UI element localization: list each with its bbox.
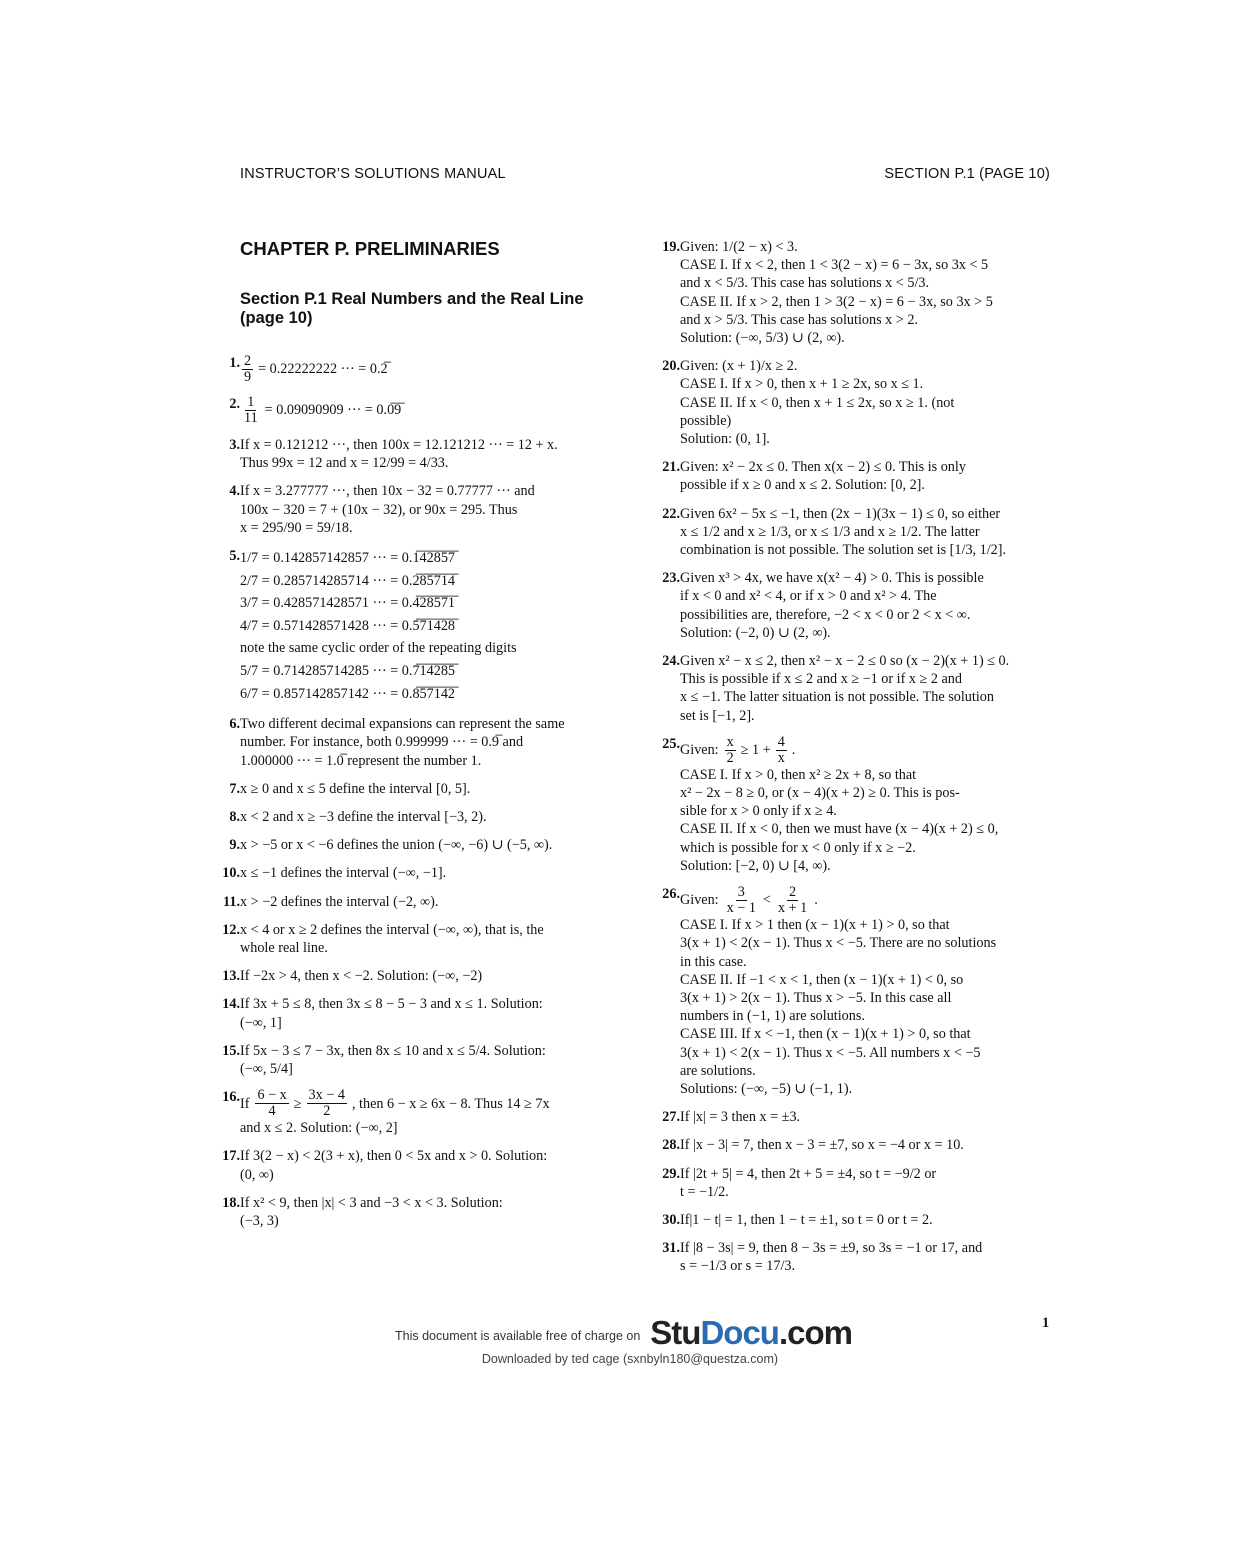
text-line: Given: x² − 2x ≤ 0. Then x(x − 2) ≤ 0. This is only bbox=[680, 459, 966, 476]
text-line: If 3(2 − x) < 2(3 + x), then 0 < 5x and x > 0. Solution: bbox=[240, 1148, 548, 1165]
exercise-text bbox=[680, 1239, 1053, 1275]
exercise-item bbox=[205, 547, 613, 705]
exercise-text bbox=[240, 395, 613, 426]
text-line: x ≤ 1/2 and x ≥ 1/3, or x ≤ 1/3 and x ≥ 1/2. The latter bbox=[680, 523, 980, 540]
exercise-text bbox=[240, 436, 613, 472]
running-header-left: INSTRUCTOR’S SOLUTIONS MANUAL bbox=[240, 166, 506, 182]
text-line: 1.000000 ··· = 1.0̅ represent the number 1. bbox=[240, 752, 482, 769]
text-line: which is possible for x < 0 only if x ≥ −2. bbox=[680, 839, 916, 856]
text-line: possibilities are, therefore, −2 < x < 0 or 2 < x < ∞. bbox=[680, 606, 971, 623]
text-line: (−∞, 5/4] bbox=[240, 1061, 293, 1078]
text-line: If $\frac{6 - x}{4}$ ≥ $\frac{3x - 4}{2}$ , then 6 − x ≥ 6x − 8. Thus 14 ≥ 7x bbox=[240, 1087, 550, 1120]
exercise-text bbox=[240, 921, 613, 957]
text-line: 2/7 = 0.285714285714 ··· = 0.2̅8̅5̅7̅1̅4̅ bbox=[240, 572, 456, 589]
text-line: 1/7 = 0.142857142857 ··· = 0.1̅4̅2̅8̅5̅7̅ bbox=[240, 550, 456, 567]
text-line: If 3x + 5 ≤ 8, then 3x ≤ 8 − 5 − 3 and x ≤ 1. Solution: bbox=[240, 996, 543, 1013]
exercise-text bbox=[680, 357, 1053, 448]
text-line: 6/7 = 0.857142857142 ··· = 0.8̅5̅7̅1̅4̅2̅ bbox=[240, 685, 456, 702]
text-line: Given: 1/(2 − x) < 3. bbox=[680, 239, 798, 255]
text-line: sible for x > 0 only if x ≥ 4. bbox=[680, 803, 837, 820]
exercise-text bbox=[240, 808, 613, 826]
chapter-title: CHAPTER P. PRELIMINARIES bbox=[240, 238, 500, 259]
exercise-number: 9. bbox=[229, 837, 240, 854]
numerator: 6 − x bbox=[257, 1087, 287, 1104]
text-line: number. For instance, both 0.999999 ··· = 0.9̅ and bbox=[240, 734, 524, 751]
text-line: x ≥ 0 and x ≤ 5 define the interval [0, 5]. bbox=[240, 780, 471, 797]
exercise-item bbox=[205, 893, 613, 911]
exercise-item bbox=[645, 458, 1053, 494]
text-line: Thus 99x = 12 and x = 12/99 = 4/33. bbox=[240, 455, 449, 472]
text-line: If x² < 9, then |x| < 3 and −3 < x < 3. Solution: bbox=[240, 1194, 503, 1211]
exercise-number: 23. bbox=[662, 570, 680, 587]
text-line: If x = 3.277777 ···, then 10x − 32 = 0.77777 ··· and bbox=[240, 483, 535, 500]
text-line: Solution: (0, 1]. bbox=[680, 431, 770, 448]
exercise-text bbox=[240, 547, 613, 705]
text-line: x < 4 or x ≥ 2 defines the interval (−∞, ∞), that is, the bbox=[240, 921, 544, 938]
fraction bbox=[725, 735, 736, 766]
fraction bbox=[255, 1088, 288, 1119]
left-exercise-list bbox=[205, 354, 613, 1230]
denominator: 2 bbox=[726, 749, 734, 766]
exercise-item bbox=[205, 715, 613, 770]
exercise-number: 18. bbox=[222, 1194, 240, 1211]
text-line: This is possible if x ≤ 2 and x ≥ −1 or if x ≥ 2 and bbox=[680, 671, 962, 688]
text-line: If|1 − t| = 1, then 1 − t = ±1, so t = 0 or t = 2. bbox=[680, 1211, 933, 1228]
left-column bbox=[205, 238, 613, 1240]
text-line: and x > 5/3. This case has solutions x > 2. bbox=[680, 311, 918, 328]
text-line: If |2t + 5| = 4, then 2t + 5 = ±4, so t = −9/2 or bbox=[680, 1165, 937, 1182]
text-line: CASE I. If x > 0, then x + 1 ≥ 2x, so x ≤ 1. bbox=[680, 376, 924, 393]
text-line: CASE II. If x < 0, then we must have (x − 4)(x + 2) ≤ 0, bbox=[680, 821, 999, 838]
exercise-item bbox=[645, 1239, 1053, 1275]
text-line: x ≤ −1. The latter situation is not possible. The solution bbox=[680, 689, 994, 706]
text-line: and x < 5/3. This case has solutions x < 5/3. bbox=[680, 275, 930, 292]
text-line: If x = 0.121212 ···, then 100x = 12.121212 ··· = 12 + x. bbox=[240, 437, 558, 453]
exercise-text bbox=[240, 1042, 613, 1078]
text-line: and x ≤ 2. Solution: (−∞, 2] bbox=[240, 1120, 398, 1137]
text-line: Solutions: (−∞, −5) ∪ (−1, 1). bbox=[680, 1080, 853, 1097]
exercise-number: 1. bbox=[229, 355, 240, 371]
text-line: CASE I. If x > 0, then x² ≥ 2x + 8, so that bbox=[680, 766, 917, 783]
text-line: CASE II. If x < 0, then x + 1 ≤ 2x, so x ≥ 1. (not bbox=[680, 394, 955, 411]
availability-note: This document is available free of charge on bbox=[395, 1329, 641, 1343]
text-line: If |x| = 3 then x = ±3. bbox=[680, 1109, 801, 1126]
fraction bbox=[776, 735, 787, 766]
exercise-item bbox=[645, 652, 1053, 725]
numerator: 4 bbox=[777, 733, 785, 750]
exercise-number: 27. bbox=[662, 1109, 680, 1126]
text-line: Given: $\frac{3}{x - 1}$ < $\frac{2}{x + 1}$ . bbox=[680, 884, 818, 917]
exercise-text bbox=[680, 569, 1053, 642]
text-line: CASE II. If −1 < x < 1, then (x − 1)(x + 1) < 0, so bbox=[680, 971, 964, 988]
exercise-number: 2. bbox=[229, 396, 240, 412]
exercise-number: 17. bbox=[222, 1148, 240, 1165]
exercise-number: 7. bbox=[229, 780, 240, 797]
text-line: in this case. bbox=[680, 953, 747, 970]
text-line: CASE II. If x > 2, then 1 > 3(2 − x) = 6 − 3x, so 3x > 5 bbox=[680, 293, 993, 310]
exercise-text bbox=[240, 780, 613, 798]
exercise-number: 25. bbox=[662, 735, 680, 752]
download-note: Downloaded by ted cage (sxnbyln180@questza.com) bbox=[481, 1352, 779, 1366]
exercise-number: 6. bbox=[229, 716, 240, 733]
exercise-item bbox=[645, 735, 1053, 875]
text-line: If |8 − 3s| = 9, then 8 − 3s = ±9, so 3s = −1 or 17, and bbox=[680, 1240, 983, 1257]
exercise-number: 26. bbox=[662, 886, 680, 903]
exercise-number: 31. bbox=[662, 1240, 680, 1257]
text-line: possible if x ≥ 0 and x ≤ 2. Solution: [0, 2]. bbox=[680, 477, 925, 494]
numerator: 1 bbox=[247, 394, 255, 410]
exercise-item bbox=[205, 1147, 613, 1183]
text-line: $\frac{1}{11}$ = 0.09090909 ··· = 0.0̅9̅ bbox=[244, 394, 402, 426]
text-line: CASE I. If x > 1 then (x − 1)(x + 1) > 0, so that bbox=[680, 917, 950, 934]
exercise-item bbox=[205, 1088, 613, 1137]
exercise-number: 16. bbox=[222, 1089, 240, 1106]
exercise-number: 30. bbox=[662, 1211, 680, 1228]
exercise-item bbox=[205, 1194, 613, 1230]
exercise-item bbox=[645, 569, 1053, 642]
text-line: (−3, 3) bbox=[240, 1213, 279, 1230]
text-line: Two different decimal expansions can represent the same bbox=[240, 716, 565, 733]
text-line: x = 295/90 = 59/18. bbox=[240, 519, 353, 536]
exercise-number: 15. bbox=[222, 1042, 240, 1059]
exercise-number: 21. bbox=[662, 459, 680, 476]
exercise-number: 19. bbox=[662, 239, 680, 255]
text-line: If −2x > 4, then x < −2. Solution: (−∞, −2) bbox=[240, 968, 483, 985]
exercise-item bbox=[205, 436, 613, 472]
exercise-item bbox=[205, 1042, 613, 1078]
exercise-text bbox=[680, 1211, 1053, 1229]
text-line: x > −5 or x < −6 defines the union (−∞, −6) ∪ (−5, ∞). bbox=[240, 837, 553, 854]
text-line: (−∞, 1] bbox=[240, 1014, 282, 1031]
text-line: Solution: (−∞, 5/3) ∪ (2, ∞). bbox=[680, 330, 845, 347]
numerator: 3 bbox=[737, 884, 745, 901]
text-line: 3(x + 1) < 2(x − 1). Thus x < −5. There are no solutions bbox=[680, 935, 997, 952]
text-line: If 5x − 3 ≤ 7 − 3x, then 8x ≤ 10 and x ≤ 5/4. Solution: bbox=[240, 1042, 546, 1059]
exercise-item bbox=[205, 808, 613, 826]
numerator: 2 bbox=[244, 353, 252, 369]
text-line: Given 6x² − 5x ≤ −1, then (2x − 1)(3x − 1) ≤ 0, so either bbox=[680, 505, 1001, 522]
text-line: Solution: [−2, 0) ∪ [4, ∞). bbox=[680, 857, 831, 874]
exercise-number: 5. bbox=[229, 548, 240, 565]
denominator: x − 1 bbox=[726, 900, 756, 917]
exercise-item bbox=[205, 995, 613, 1031]
denominator: 9 bbox=[244, 369, 252, 385]
exercise-text bbox=[240, 864, 613, 882]
denominator: 11 bbox=[244, 410, 258, 426]
exercise-number: 8. bbox=[229, 808, 240, 825]
exercise-item bbox=[205, 780, 613, 798]
exercise-item bbox=[205, 354, 613, 385]
fraction bbox=[242, 395, 260, 426]
exercise-item bbox=[205, 921, 613, 957]
fraction bbox=[725, 885, 758, 916]
exercise-text bbox=[680, 735, 1053, 875]
running-header-right: SECTION P.1 (PAGE 10) bbox=[884, 166, 1050, 182]
exercise-number: 10. bbox=[222, 865, 240, 882]
text-line: x < 2 and x ≥ −3 define the interval [−3, 2). bbox=[240, 808, 487, 825]
exercise-text bbox=[240, 1088, 613, 1137]
exercise-text bbox=[240, 715, 613, 770]
text-line: are solutions. bbox=[680, 1062, 756, 1079]
exercise-item bbox=[645, 1211, 1053, 1229]
studocu-banner bbox=[395, 1314, 852, 1352]
exercise-text bbox=[680, 1165, 1053, 1201]
exercise-item bbox=[205, 482, 613, 537]
fraction bbox=[242, 354, 253, 385]
exercise-number: 20. bbox=[662, 358, 680, 375]
text-line: Given x³ > 4x, we have x(x² − 4) > 0. This is possible bbox=[680, 570, 984, 587]
text-line: s = −1/3 or s = 17/3. bbox=[680, 1258, 796, 1275]
exercise-number: 13. bbox=[222, 968, 240, 985]
text-line: x > −2 defines the interval (−2, ∞). bbox=[240, 893, 439, 910]
right-column bbox=[645, 238, 1053, 1286]
exercise-text bbox=[240, 354, 613, 385]
numerator: 3x − 4 bbox=[308, 1087, 345, 1104]
exercise-text bbox=[240, 1147, 613, 1183]
exercise-text bbox=[240, 1194, 613, 1230]
text-line: Given x² − x ≤ 2, then x² − x − 2 ≤ 0 so (x − 2)(x + 1) ≤ 0. bbox=[680, 653, 1010, 670]
text-line: Solution: (−2, 0) ∪ (2, ∞). bbox=[680, 624, 831, 641]
exercise-text bbox=[680, 458, 1053, 494]
exercise-text bbox=[240, 836, 613, 854]
text-line: combination is not possible. The solution set is [1/3, 1/2]. bbox=[680, 542, 1007, 559]
text-line: 4/7 = 0.571428571428 ··· = 0.5̅7̅1̅4̅2̅8̅ bbox=[240, 617, 456, 634]
exercise-item bbox=[205, 967, 613, 985]
exercise-item bbox=[645, 1136, 1053, 1154]
exercise-text bbox=[240, 482, 613, 537]
exercise-item bbox=[645, 1108, 1053, 1126]
exercise-text bbox=[680, 885, 1053, 1098]
numerator: x bbox=[726, 733, 734, 750]
exercise-number: 24. bbox=[662, 653, 680, 670]
exercise-text bbox=[240, 967, 613, 985]
section-title: Section P.1 Real Numbers and the Real Line (page 10) bbox=[240, 290, 584, 327]
text-line: (0, ∞) bbox=[240, 1166, 274, 1183]
exercise-number: 4. bbox=[229, 483, 240, 500]
right-exercise-list bbox=[645, 238, 1053, 1276]
text-line: t = −1/2. bbox=[680, 1183, 729, 1200]
exercise-text bbox=[680, 238, 1053, 347]
exercise-number: 28. bbox=[662, 1137, 680, 1154]
text-line: note the same cyclic order of the repeating digits bbox=[240, 640, 517, 657]
text-line: whole real line. bbox=[240, 940, 328, 956]
exercise-item bbox=[645, 238, 1053, 347]
exercise-text bbox=[680, 1108, 1053, 1126]
text-line: Given: $\frac{x}{2}$ ≥ 1 + $\frac{4}{x}$ . bbox=[680, 733, 796, 766]
exercise-number: 29. bbox=[662, 1165, 680, 1182]
text-line: possible) bbox=[680, 412, 732, 429]
text-line: CASE I. If x < 2, then 1 < 3(2 − x) = 6 − 3x, so 3x < 5 bbox=[680, 257, 989, 274]
exercise-number: 22. bbox=[662, 505, 680, 522]
text-line: 3(x + 1) > 2(x − 1). Thus x > −5. In this case all bbox=[680, 989, 952, 1006]
denominator: x bbox=[777, 749, 785, 766]
text-line: 3/7 = 0.428571428571 ··· = 0.4̅2̅8̅5̅7̅1̅ bbox=[240, 595, 456, 612]
text-line: x² − 2x − 8 ≥ 0, or (x − 4)(x + 2) ≥ 0. This is pos- bbox=[680, 785, 960, 802]
text-line: 3(x + 1) < 2(x − 1). Thus x < −5. All numbers x < −5 bbox=[680, 1044, 981, 1061]
page-number: 1 bbox=[1042, 1315, 1050, 1331]
exercise-item bbox=[645, 505, 1053, 560]
exercise-number: 12. bbox=[222, 921, 240, 938]
exercise-number: 3. bbox=[229, 437, 240, 453]
exercise-item bbox=[205, 864, 613, 882]
denominator: x + 1 bbox=[777, 900, 808, 917]
denominator: 2 bbox=[323, 1103, 331, 1120]
text-line: CASE III. If x < −1, then (x − 1)(x + 1) > 0, so that bbox=[680, 1026, 971, 1043]
exercise-item bbox=[645, 1165, 1053, 1201]
text-line: x ≤ −1 defines the interval (−∞, −1]. bbox=[240, 865, 447, 882]
denominator: 4 bbox=[268, 1103, 276, 1120]
text-line: $\frac{2}{9}$ = 0.22222222 ··· = 0.2̅ bbox=[244, 353, 388, 385]
exercise-text bbox=[240, 893, 613, 911]
text-line: numbers in (−1, 1) are solutions. bbox=[680, 1008, 865, 1025]
exercise-number: 14. bbox=[222, 996, 240, 1013]
text-line: set is [−1, 2]. bbox=[680, 707, 755, 724]
exercise-text bbox=[680, 1136, 1053, 1154]
studocu-logo[interactable]: StuDocu.com bbox=[650, 1314, 852, 1351]
text-line: Given: (x + 1)/x ≥ 2. bbox=[680, 358, 798, 375]
exercise-text bbox=[240, 995, 613, 1031]
exercise-text bbox=[680, 652, 1053, 725]
text-line: 5/7 = 0.714285714285 ··· = 0.7̅1̅4̅2̅8̅5̅ bbox=[240, 662, 456, 679]
text-line: 100x − 320 = 7 + (10x − 32), or 90x = 295. Thus bbox=[240, 501, 518, 518]
text-line: if x < 0 and x² < 4, or if x > 0 and x² > 4. The bbox=[680, 588, 937, 605]
exercise-item bbox=[645, 885, 1053, 1098]
numerator: 2 bbox=[789, 884, 797, 901]
text-line: If |x − 3| = 7, then x − 3 = ±7, so x = −4 or x = 10. bbox=[680, 1137, 964, 1154]
exercise-text bbox=[680, 505, 1053, 560]
exercise-item bbox=[205, 836, 613, 854]
fraction bbox=[307, 1088, 347, 1119]
exercise-number: 11. bbox=[223, 893, 240, 910]
exercise-item bbox=[205, 395, 613, 426]
exercise-item bbox=[645, 357, 1053, 448]
fraction bbox=[776, 885, 809, 916]
